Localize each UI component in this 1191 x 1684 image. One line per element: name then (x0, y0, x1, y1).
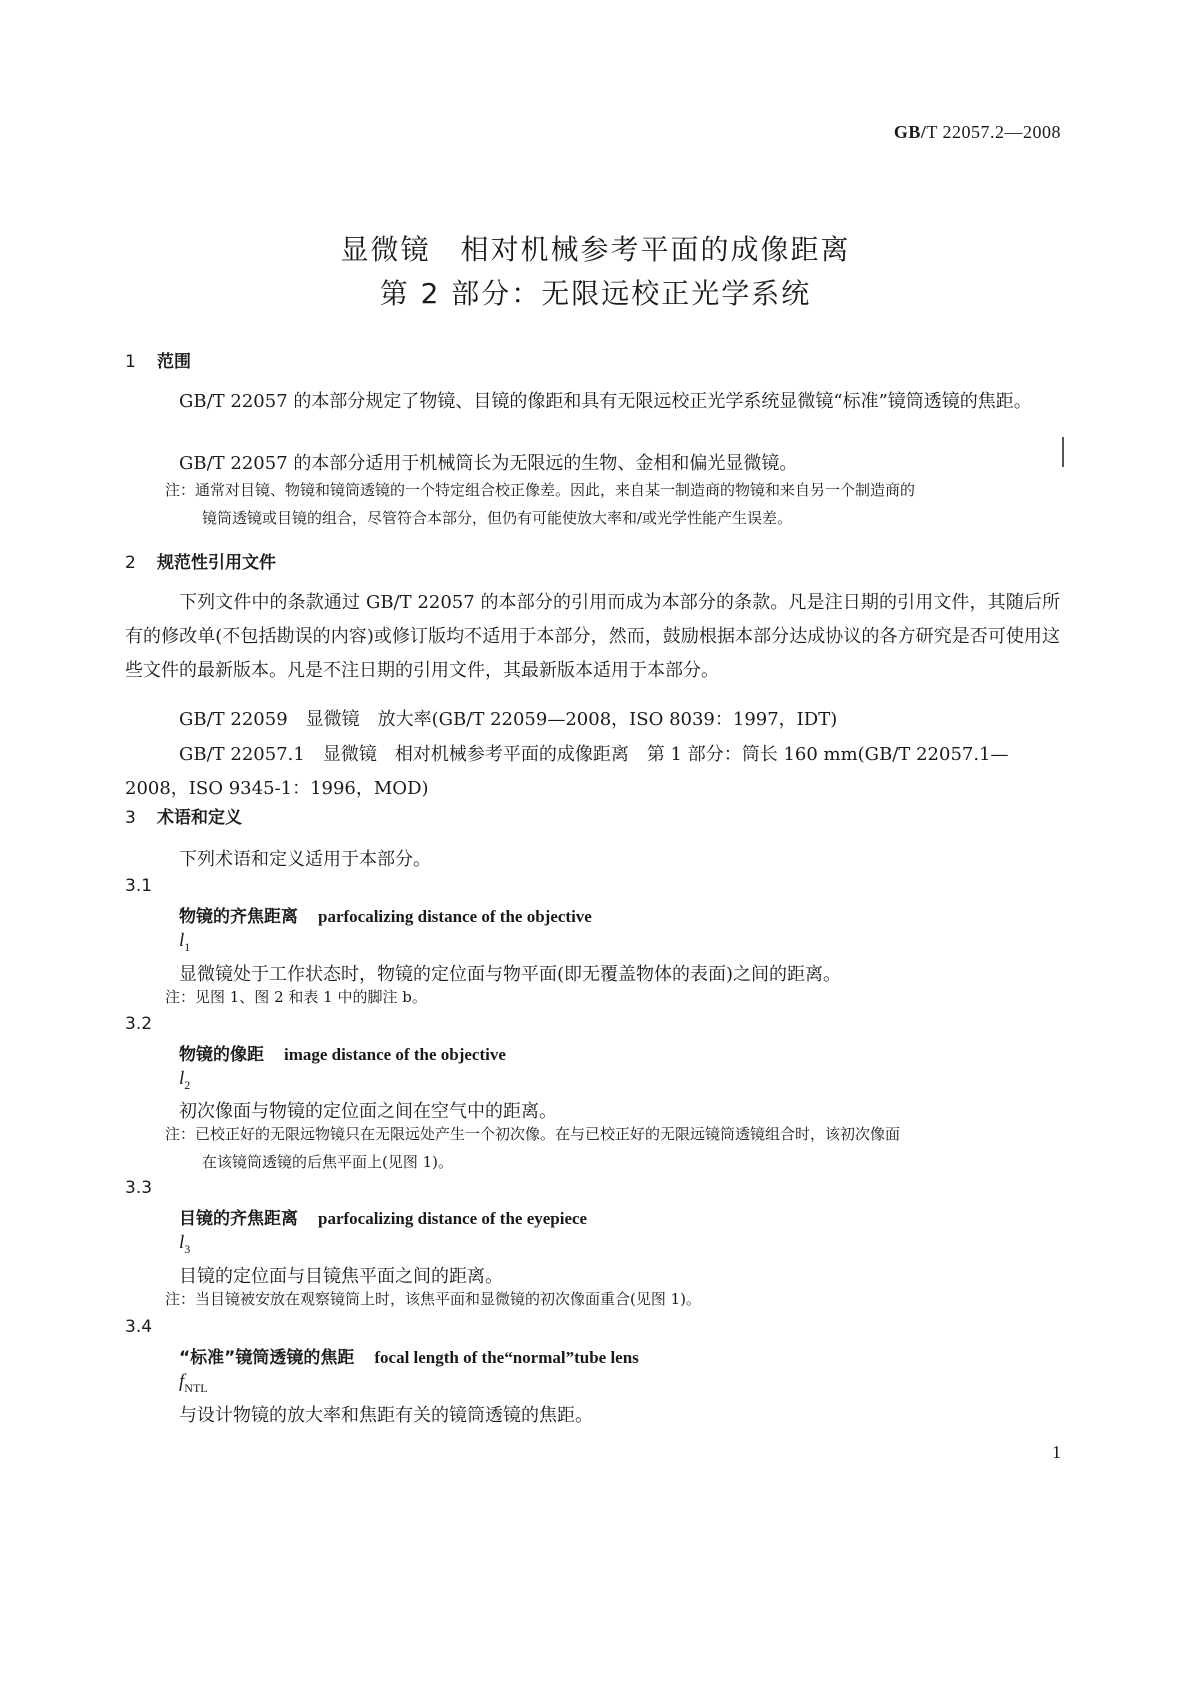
section-2-para-1: 下列文件中的条款通过 GB/T 22057 的本部分的引用而成为本部分的条款。凡是注日期的引用文件，其随后所有的修改单(不包括勘误的内容)或修订版均不适用于本部分，然而，鼓励根据本部分达成协议的各方研究是否可使用这些文件的最新版本。凡是不注日期的引用文件，其最新版本适用于本部分。 (125, 592, 1060, 681)
standard-number: GB/T 22057.2—2008 (893, 122, 1061, 142)
term-title: 物镜的齐焦距离 parfocalizing distance of the objective (179, 907, 592, 927)
section-2-heading: 2 规范性引用文件 (125, 553, 276, 573)
term-number: 3.1 (125, 876, 153, 896)
term-symbol: $f_{NTL}$ (179, 1371, 208, 1395)
term-title: “标准”镜筒透镜的焦距 focal length of the“normal”tube lens (179, 1348, 639, 1368)
term-definition: 与设计物镜的放大率和焦距有关的镜筒透镜的焦距。 (179, 1405, 593, 1426)
term-definition: 目镜的定位面与目镜焦平面之间的距离。 (179, 1266, 503, 1287)
reference-1: GB/T 22059 显微镜 放大率(GB/T 22059—2008，ISO 8039：1997，IDT) (179, 709, 838, 730)
term-symbol: $l_1$ (179, 930, 191, 954)
section-1-note: 注：通常对目镜、物镜和镜筒透镜的一个特定组合校正像差。因此，来自某一制造商的物镜和来自另一个制造商的 镜筒透镜或目镜的组合，尽管符合本部分，但仍有可能使放大率和/或光学性能产生误差。 (165, 481, 916, 527)
section-1-heading: 1 范围 (125, 352, 191, 372)
term-definition: 初次像面与物镜的定位面之间在空气中的距离。 (179, 1101, 557, 1122)
term-number: 3.4 (125, 1317, 153, 1337)
term-symbol: $l_3$ (179, 1232, 191, 1256)
term-note: 注：已校正好的无限远物镜只在无限远处产生一个初次像。在与已校正好的无限远镜筒透镜组合时，该初次像面 在该镜筒透镜的后焦平面上(见图 1)。 (165, 1125, 901, 1171)
term-title: 目镜的齐焦距离 parfocalizing distance of the eyepiece (179, 1209, 588, 1229)
reference-2-line2: 2008，ISO 9345-1：1996，MOD) (125, 778, 429, 799)
term-number: 3.3 (125, 1178, 153, 1198)
term-note: 注：当目镜被安放在观察镜筒上时，该焦平面和显微镜的初次像面重合(见图 1)。 (165, 1290, 702, 1308)
document-title-line2: 第 2 部分：无限远校正光学系统 (379, 277, 812, 310)
term-note: 注：见图 1、图 2 和表 1 中的脚注 b。 (165, 988, 427, 1006)
section-3-intro: 下列术语和定义适用于本部分。 (179, 849, 431, 870)
term-number: 3.2 (125, 1014, 153, 1034)
section-3-heading: 3 术语和定义 (125, 808, 242, 828)
term-symbol: $l_2$ (179, 1068, 191, 1092)
reference-2-line1: GB/T 22057.1 显微镜 相对机械参考平面的成像距离 第 1 部分：筒长 160 mm(GB/T 22057.1— (179, 744, 1009, 765)
section-1-para-1: GB/T 22057 的本部分规定了物镜、目镜的像距和具有无限远校正光学系统显微镜“标准”镜筒透镜的焦距。 (179, 391, 1032, 412)
term-title: 物镜的像距 image distance of the objective (179, 1045, 506, 1065)
page-number: 1 (1052, 1442, 1061, 1462)
section-1-para-2: GB/T 22057 的本部分适用于机械筒长为无限远的生物、金相和偏光显微镜。 (179, 453, 798, 474)
revision-bar (1062, 437, 1064, 467)
term-definition: 显微镜处于工作状态时，物镜的定位面与物平面(即无覆盖物体的表面)之间的距离。 (179, 964, 842, 985)
document-title-line1: 显微镜 相对机械参考平面的成像距离 (340, 233, 851, 266)
